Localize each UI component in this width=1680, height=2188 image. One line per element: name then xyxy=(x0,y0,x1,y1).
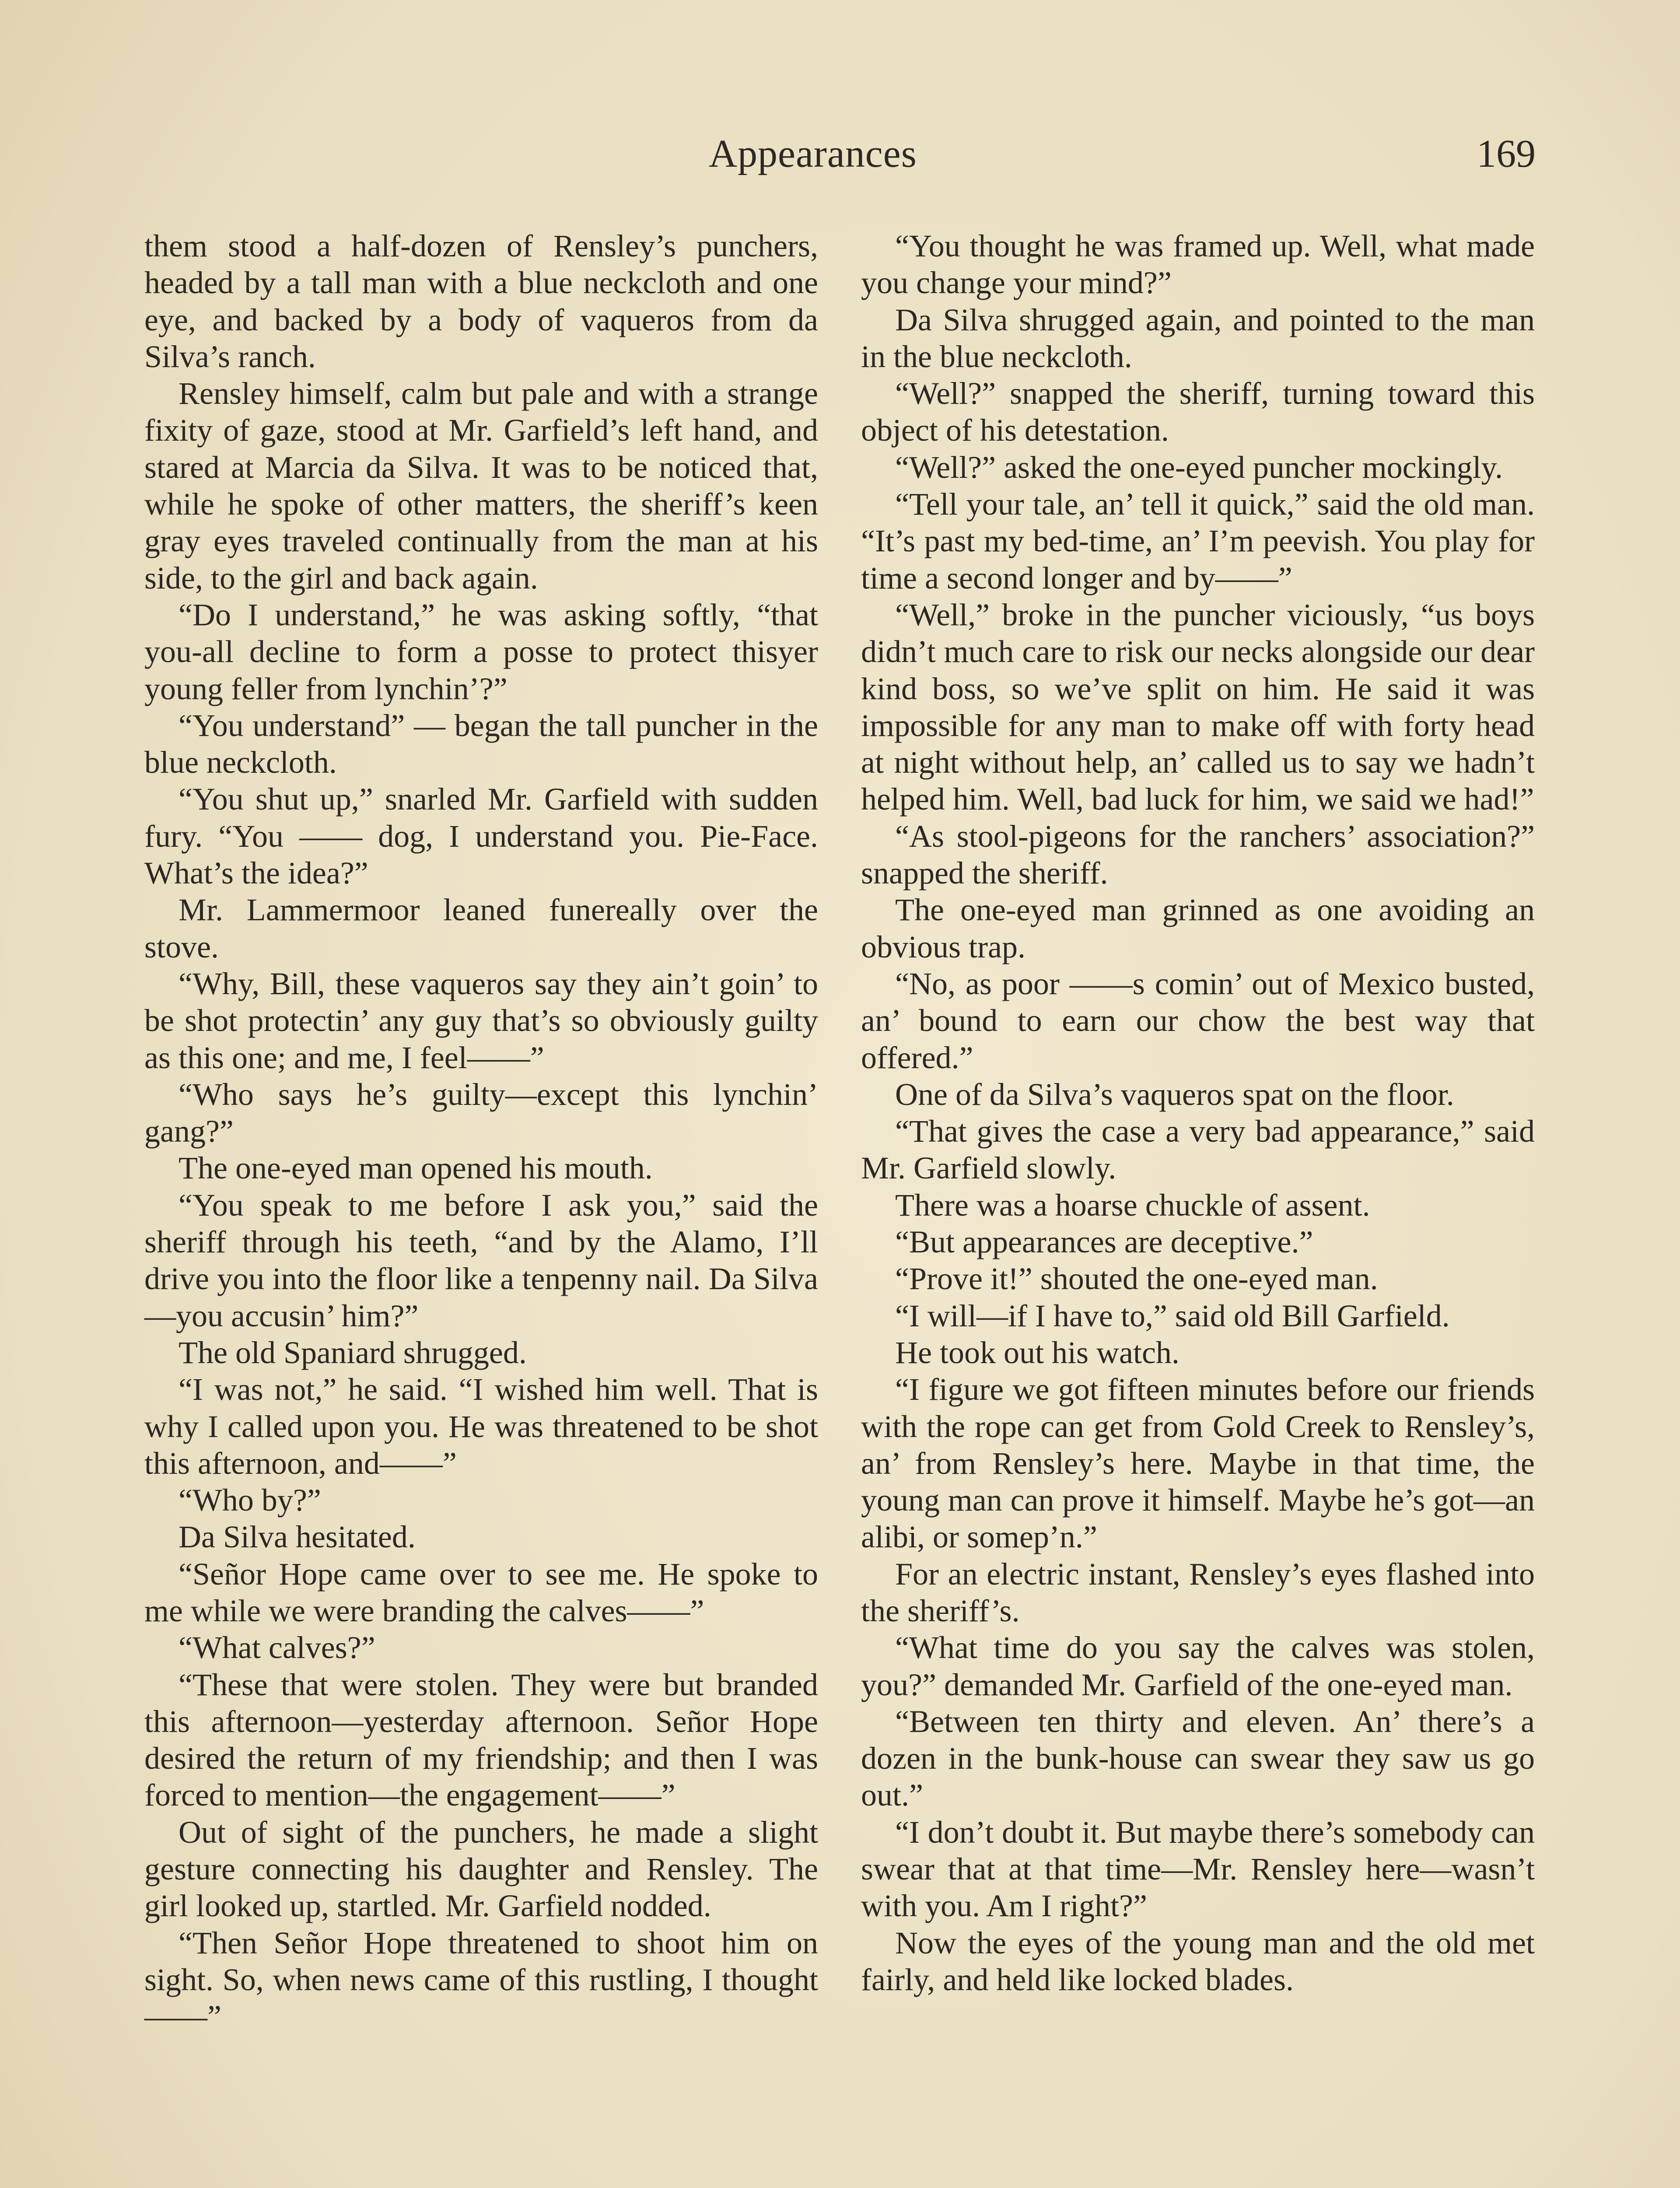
paragraph: “I will—if I have to,” said old Bill Garfield. xyxy=(895,1298,1450,1333)
page-number: 169 xyxy=(1477,132,1536,175)
paragraph: “Why, Bill, these vaqueros say they ain’t goin’ to be shot protectin’ any guy that’s so obviously guilty as this one; and me, I feel——” xyxy=(144,966,818,1075)
paragraph: Rensley himself, calm but pale and with a strange fixity of gaze, stood at Mr. Garfield’s left hand, and stared at Marcia da Silva. It was to be noticed that, while he spoke of other matters, the sheriff’s keen gray eyes traveled continually from the man at his side, to the girl and back again. xyxy=(144,376,818,596)
right-column xyxy=(861,228,1535,1998)
paragraph: “You speak to me before I ask you,” said the sheriff through his teeth, “and by the Alamo, I’ll drive you into the floor like a tenpenny nail. Da Silva—you accusin’ him?” xyxy=(144,1187,818,1333)
paragraph: “You understand” — began the tall puncher in the blue neckcloth. xyxy=(144,708,818,780)
paragraph: “I was not,” he said. “I wished him well. That is why I called upon you. He was threatened to be shot this afternoon, and——” xyxy=(144,1372,818,1481)
paragraph: Mr. Lammermoor leaned funereally over the stove. xyxy=(144,892,818,964)
paragraph: “Well?” snapped the sheriff, turning toward this object of his detestation. xyxy=(861,376,1535,448)
paragraph: For an electric instant, Rensley’s eyes flashed into the sheriff’s. xyxy=(861,1556,1535,1628)
paragraph: “As stool-pigeons for the ranchers’ association?” snapped the sheriff. xyxy=(861,818,1535,891)
paragraph: “Well?” asked the one-eyed puncher mockingly. xyxy=(895,449,1503,485)
paragraph: “Between ten thirty and eleven. An’ there’s a dozen in the bunk-house can swear they saw us go out.” xyxy=(861,1704,1535,1813)
paragraph: “That gives the case a very bad appearance,” said Mr. Garfield slowly. xyxy=(861,1114,1535,1186)
paragraph: Da Silva hesitated. xyxy=(178,1519,416,1555)
paragraph: “I don’t doubt it. But maybe there’s somebody can swear that at that time—Mr. Rensley here—wasn’t with you. Am I right?” xyxy=(861,1814,1535,1924)
paragraph: “I figure we got fifteen minutes before our friends with the rope can get from Gold Creek to Rensley’s, an’ from Rensley’s here. Maybe in that time, the young man can prove it himself. Maybe he’s got—an alibi, or somep’n.” xyxy=(861,1372,1535,1555)
paragraph: The one-eyed man opened his mouth. xyxy=(178,1150,653,1186)
paragraph: “Well,” broke in the puncher viciously, “us boys didn’t much care to risk our necks alongside our dear kind boss, so we’ve split on him. He said it was impossible for any man to make off with forty head at night without help, an’ called us to say we hadn’t helped him. Well, bad luck for him, we said we had!” xyxy=(861,597,1535,817)
paragraph: Out of sight of the punchers, he made a slight gesture connecting his daughter and Rensley. The girl looked up, startled. Mr. Garfield nodded. xyxy=(144,1814,818,1924)
paragraph: There was a hoarse chuckle of assent. xyxy=(895,1187,1370,1223)
paragraph: “Prove it!” shouted the one-eyed man. xyxy=(895,1261,1378,1297)
paragraph: The one-eyed man grinned as one avoiding an obvious trap. xyxy=(861,892,1535,964)
left-column xyxy=(144,228,818,2035)
paragraph: “Who by?” xyxy=(178,1483,321,1518)
paragraph: them stood a half-dozen of Rensley’s punchers, headed by a tall man with a blue neckcloth and one eye, and backed by a body of vaqueros from da Silva’s ranch. xyxy=(144,228,818,374)
paragraph: “Tell your tale, an’ tell it quick,” said the old man. “It’s past my bed-time, an’ I’m peevish. You play for time a second longer and by——” xyxy=(861,487,1535,596)
paragraph: The old Spaniard shrugged. xyxy=(178,1335,527,1370)
paragraph: “Do I understand,” he was asking softly, “that you-all decline to form a posse to protect thisyer young feller from lynchin’?” xyxy=(144,597,818,706)
running-title: Appearances xyxy=(709,132,917,175)
paragraph: “What time do you say the calves was stolen, you?” demanded Mr. Garfield of the one-eyed man. xyxy=(861,1630,1535,1702)
paragraph: He took out his watch. xyxy=(895,1335,1180,1370)
paragraph: Now the eyes of the young man and the old met fairly, and held like locked blades. xyxy=(861,1925,1535,1997)
paragraph: “Señor Hope came over to see me. He spoke to me while we were branding the calves——” xyxy=(144,1556,818,1628)
paragraph: “No, as poor ——s comin’ out of Mexico busted, an’ bound to earn our chow the best way that offered.” xyxy=(861,966,1535,1075)
paragraph: “But appearances are deceptive.” xyxy=(895,1224,1313,1260)
paragraph: “You shut up,” snarled Mr. Garfield with sudden fury. “You —— dog, I understand you. Pie-Face. What’s the idea?” xyxy=(144,782,818,891)
paragraph: One of da Silva’s vaqueros spat on the floor. xyxy=(895,1076,1454,1112)
paragraph: “These that were stolen. They were but branded this afternoon—yesterday afternoon. Señor Hope desired the return of my friendship; and then I was forced to mention—the engagement——” xyxy=(144,1667,818,1813)
paragraph: “Then Señor Hope threatened to shoot him on sight. So, when news came of this rustling, I thought——” xyxy=(144,1925,818,2034)
paragraph: “Who says he’s guilty—except this lynchin’ gang?” xyxy=(144,1076,818,1149)
paragraph: “What calves?” xyxy=(178,1630,375,1666)
paragraph: Da Silva shrugged again, and pointed to the man in the blue neckcloth. xyxy=(861,302,1535,374)
paragraph: “You thought he was framed up. Well, what made you change your mind?” xyxy=(861,228,1535,301)
